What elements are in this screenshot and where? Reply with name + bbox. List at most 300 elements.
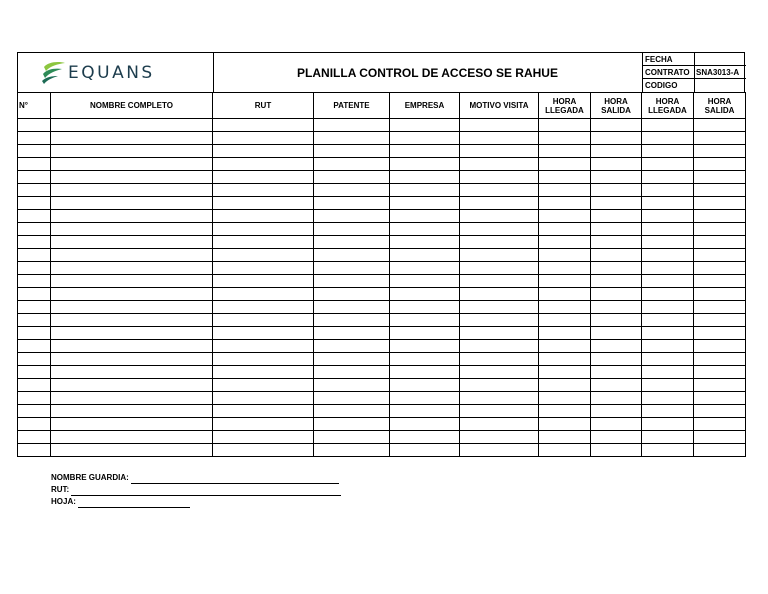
table-cell[interactable] xyxy=(213,275,314,288)
table-cell[interactable] xyxy=(390,236,460,249)
table-cell[interactable] xyxy=(460,392,539,405)
table-cell[interactable] xyxy=(51,327,213,340)
table-cell[interactable] xyxy=(213,314,314,327)
table-cell[interactable] xyxy=(694,197,746,210)
table-cell[interactable] xyxy=(51,119,213,132)
table-cell[interactable] xyxy=(591,314,642,327)
table-cell[interactable] xyxy=(18,314,51,327)
table-cell[interactable] xyxy=(539,275,591,288)
table-cell[interactable] xyxy=(460,223,539,236)
table-cell[interactable] xyxy=(591,210,642,223)
table-cell[interactable] xyxy=(51,301,213,314)
table-cell[interactable] xyxy=(591,405,642,418)
table-row xyxy=(18,327,746,340)
table-cell[interactable] xyxy=(213,301,314,314)
table-cell[interactable] xyxy=(460,236,539,249)
table-cell[interactable] xyxy=(213,197,314,210)
table-body xyxy=(18,119,746,457)
table-cell[interactable] xyxy=(460,119,539,132)
table-row xyxy=(18,288,746,301)
table-cell[interactable] xyxy=(591,392,642,405)
table-cell[interactable] xyxy=(314,366,390,379)
table-cell[interactable] xyxy=(314,314,390,327)
rut-line xyxy=(51,484,341,496)
table-cell[interactable] xyxy=(642,405,694,418)
table-cell[interactable] xyxy=(591,132,642,145)
table-cell[interactable] xyxy=(460,275,539,288)
table-cell[interactable] xyxy=(314,405,390,418)
table-cell[interactable] xyxy=(460,145,539,158)
table-cell[interactable] xyxy=(18,327,51,340)
table-cell[interactable] xyxy=(591,262,642,275)
table-cell[interactable] xyxy=(539,418,591,431)
table-cell[interactable] xyxy=(694,288,746,301)
table-cell[interactable] xyxy=(390,327,460,340)
table-cell[interactable] xyxy=(390,431,460,444)
table-cell[interactable] xyxy=(18,262,51,275)
page-field[interactable] xyxy=(78,498,190,508)
table-cell[interactable] xyxy=(314,418,390,431)
table-cell[interactable] xyxy=(642,184,694,197)
table-cell[interactable] xyxy=(51,314,213,327)
table-cell[interactable] xyxy=(460,249,539,262)
table-cell[interactable] xyxy=(539,132,591,145)
table-cell[interactable] xyxy=(539,249,591,262)
table-cell[interactable] xyxy=(539,340,591,353)
col-header-hora-llegada-2: HORA LLEGADA xyxy=(642,93,694,119)
table-cell[interactable] xyxy=(18,444,51,457)
table-cell[interactable] xyxy=(314,171,390,184)
table-cell[interactable] xyxy=(642,379,694,392)
table-cell[interactable] xyxy=(213,431,314,444)
table-cell[interactable] xyxy=(591,366,642,379)
table-cell[interactable] xyxy=(642,392,694,405)
table-cell[interactable] xyxy=(18,223,51,236)
table-cell[interactable] xyxy=(460,184,539,197)
table-cell[interactable] xyxy=(539,353,591,366)
table-cell[interactable] xyxy=(314,288,390,301)
table-cell[interactable] xyxy=(18,197,51,210)
table-cell[interactable] xyxy=(694,184,746,197)
table-cell[interactable] xyxy=(51,249,213,262)
table-cell[interactable] xyxy=(539,184,591,197)
table-cell[interactable] xyxy=(213,171,314,184)
meta-contrato-label: CONTRATO xyxy=(645,68,690,77)
table-cell[interactable] xyxy=(694,431,746,444)
guard-name-field[interactable] xyxy=(131,474,339,484)
table-cell[interactable] xyxy=(314,275,390,288)
table-cell[interactable] xyxy=(51,132,213,145)
table-cell[interactable] xyxy=(51,405,213,418)
col-header-empresa: EMPRESA xyxy=(390,93,460,119)
table-cell[interactable] xyxy=(390,119,460,132)
page-title: PLANILLA CONTROL DE ACCESO SE RAHUE xyxy=(297,65,558,80)
table-cell[interactable] xyxy=(390,132,460,145)
table-cell[interactable] xyxy=(390,171,460,184)
table-cell[interactable] xyxy=(390,210,460,223)
table-cell[interactable] xyxy=(18,275,51,288)
table-cell[interactable] xyxy=(694,392,746,405)
table-cell[interactable] xyxy=(694,444,746,457)
table-cell[interactable] xyxy=(390,184,460,197)
table-cell[interactable] xyxy=(51,366,213,379)
table-cell[interactable] xyxy=(539,262,591,275)
table-cell[interactable] xyxy=(591,379,642,392)
table-row xyxy=(18,314,746,327)
table-cell[interactable] xyxy=(18,171,51,184)
table-cell[interactable] xyxy=(314,379,390,392)
table-cell[interactable] xyxy=(694,119,746,132)
table-cell[interactable] xyxy=(213,379,314,392)
table-cell[interactable] xyxy=(18,392,51,405)
table-cell[interactable] xyxy=(460,288,539,301)
table-row xyxy=(18,132,746,145)
table-cell[interactable] xyxy=(18,379,51,392)
table-cell[interactable] xyxy=(390,366,460,379)
table-cell[interactable] xyxy=(213,288,314,301)
table-cell[interactable] xyxy=(213,210,314,223)
table-cell[interactable] xyxy=(539,197,591,210)
table-cell[interactable] xyxy=(642,210,694,223)
table-cell[interactable] xyxy=(51,379,213,392)
table-cell[interactable] xyxy=(390,262,460,275)
table-cell[interactable] xyxy=(18,158,51,171)
table-cell[interactable] xyxy=(642,366,694,379)
table-cell[interactable] xyxy=(314,444,390,457)
table-cell[interactable] xyxy=(591,353,642,366)
table-cell[interactable] xyxy=(694,353,746,366)
table-cell[interactable] xyxy=(213,262,314,275)
table-cell[interactable] xyxy=(213,444,314,457)
table-cell[interactable] xyxy=(460,431,539,444)
signature-footer xyxy=(51,472,341,508)
table-cell[interactable] xyxy=(694,366,746,379)
table-cell[interactable] xyxy=(51,236,213,249)
table-cell[interactable] xyxy=(591,327,642,340)
table-cell[interactable] xyxy=(539,223,591,236)
table-cell[interactable] xyxy=(18,288,51,301)
table-cell[interactable] xyxy=(694,418,746,431)
table-cell[interactable] xyxy=(642,275,694,288)
table-cell[interactable] xyxy=(390,275,460,288)
table-row xyxy=(18,392,746,405)
table-row xyxy=(18,249,746,262)
table-cell[interactable] xyxy=(213,184,314,197)
table-cell[interactable] xyxy=(18,236,51,249)
table-cell[interactable] xyxy=(213,418,314,431)
table-cell[interactable] xyxy=(314,249,390,262)
table-cell[interactable] xyxy=(591,288,642,301)
table-cell[interactable] xyxy=(591,418,642,431)
table-cell[interactable] xyxy=(694,236,746,249)
table-cell[interactable] xyxy=(213,366,314,379)
table-cell[interactable] xyxy=(539,301,591,314)
table-row xyxy=(18,418,746,431)
table-cell[interactable] xyxy=(539,288,591,301)
table-cell[interactable] xyxy=(390,340,460,353)
table-cell[interactable] xyxy=(539,379,591,392)
table-cell[interactable] xyxy=(314,262,390,275)
table-cell[interactable] xyxy=(390,301,460,314)
table-cell[interactable] xyxy=(694,379,746,392)
table-cell[interactable] xyxy=(591,249,642,262)
table-cell[interactable] xyxy=(591,275,642,288)
table-cell[interactable] xyxy=(314,145,390,158)
table-row xyxy=(18,184,746,197)
table-cell[interactable] xyxy=(213,236,314,249)
table-cell[interactable] xyxy=(213,119,314,132)
table-cell[interactable] xyxy=(642,353,694,366)
table-cell[interactable] xyxy=(460,353,539,366)
table-cell[interactable] xyxy=(642,223,694,236)
rut-field[interactable] xyxy=(71,486,341,496)
table-cell[interactable] xyxy=(591,119,642,132)
table-cell[interactable] xyxy=(694,405,746,418)
access-control-sheet xyxy=(17,52,745,457)
table-cell[interactable] xyxy=(694,158,746,171)
table-cell[interactable] xyxy=(694,327,746,340)
table-cell[interactable] xyxy=(51,197,213,210)
table-cell[interactable] xyxy=(18,353,51,366)
table-row xyxy=(18,405,746,418)
table-cell[interactable] xyxy=(390,197,460,210)
table-cell[interactable] xyxy=(51,262,213,275)
table-cell[interactable] xyxy=(591,197,642,210)
table-cell[interactable] xyxy=(390,392,460,405)
table-cell[interactable] xyxy=(460,314,539,327)
table-cell[interactable] xyxy=(539,210,591,223)
table-cell[interactable] xyxy=(51,145,213,158)
table-cell[interactable] xyxy=(539,314,591,327)
table-cell[interactable] xyxy=(314,340,390,353)
table-cell[interactable] xyxy=(694,275,746,288)
table-cell[interactable] xyxy=(591,158,642,171)
table-cell[interactable] xyxy=(591,301,642,314)
table-cell[interactable] xyxy=(460,132,539,145)
table-cell[interactable] xyxy=(694,223,746,236)
guard-name-label: NOMBRE GUARDIA: xyxy=(51,473,129,482)
table-cell[interactable] xyxy=(694,262,746,275)
table-cell[interactable] xyxy=(539,171,591,184)
table-cell[interactable] xyxy=(539,366,591,379)
table-cell[interactable] xyxy=(460,301,539,314)
table-cell[interactable] xyxy=(460,210,539,223)
table-cell[interactable] xyxy=(642,132,694,145)
table-cell[interactable] xyxy=(18,431,51,444)
table-cell[interactable] xyxy=(314,210,390,223)
table-cell[interactable] xyxy=(390,405,460,418)
col-header-number: N° xyxy=(18,93,51,119)
table-cell[interactable] xyxy=(51,288,213,301)
table-cell[interactable] xyxy=(642,158,694,171)
table-cell[interactable] xyxy=(460,418,539,431)
table-row xyxy=(18,171,746,184)
table-cell[interactable] xyxy=(642,197,694,210)
table-cell[interactable] xyxy=(51,353,213,366)
table-cell[interactable] xyxy=(642,236,694,249)
table-cell[interactable] xyxy=(539,158,591,171)
table-cell[interactable] xyxy=(642,444,694,457)
table-cell[interactable] xyxy=(591,444,642,457)
table-cell[interactable] xyxy=(51,340,213,353)
table-cell[interactable] xyxy=(694,340,746,353)
table-cell[interactable] xyxy=(18,145,51,158)
table-cell[interactable] xyxy=(18,418,51,431)
table-cell[interactable] xyxy=(314,197,390,210)
table-cell[interactable] xyxy=(314,184,390,197)
table-cell[interactable] xyxy=(213,392,314,405)
table-cell[interactable] xyxy=(642,340,694,353)
table-cell[interactable] xyxy=(539,327,591,340)
table-cell[interactable] xyxy=(642,262,694,275)
table-cell[interactable] xyxy=(51,223,213,236)
table-cell[interactable] xyxy=(460,340,539,353)
table-cell[interactable] xyxy=(642,119,694,132)
table-cell[interactable] xyxy=(390,145,460,158)
table-row xyxy=(18,223,746,236)
table-cell[interactable] xyxy=(18,340,51,353)
table-cell[interactable] xyxy=(51,418,213,431)
table-cell[interactable] xyxy=(213,145,314,158)
table-cell[interactable] xyxy=(460,444,539,457)
table-cell[interactable] xyxy=(314,392,390,405)
table-cell[interactable] xyxy=(460,262,539,275)
table-cell[interactable] xyxy=(539,236,591,249)
table-cell[interactable] xyxy=(51,431,213,444)
table-cell[interactable] xyxy=(390,444,460,457)
table-cell[interactable] xyxy=(314,236,390,249)
table-cell[interactable] xyxy=(314,353,390,366)
table-cell[interactable] xyxy=(591,171,642,184)
table-cell[interactable] xyxy=(18,210,51,223)
table-cell[interactable] xyxy=(213,327,314,340)
table-cell[interactable] xyxy=(51,210,213,223)
table-cell[interactable] xyxy=(539,405,591,418)
table-cell[interactable] xyxy=(539,444,591,457)
table-cell[interactable] xyxy=(18,366,51,379)
table-cell[interactable] xyxy=(642,431,694,444)
table-cell[interactable] xyxy=(314,327,390,340)
meta-contrato-value: SNA3013-A xyxy=(696,68,740,77)
table-cell[interactable] xyxy=(591,340,642,353)
table-cell[interactable] xyxy=(539,392,591,405)
table-cell[interactable] xyxy=(591,223,642,236)
table-cell[interactable] xyxy=(642,301,694,314)
table-cell[interactable] xyxy=(213,158,314,171)
table-cell[interactable] xyxy=(460,171,539,184)
table-cell[interactable] xyxy=(642,171,694,184)
table-cell[interactable] xyxy=(314,301,390,314)
table-cell[interactable] xyxy=(539,145,591,158)
table-cell[interactable] xyxy=(642,314,694,327)
table-cell[interactable] xyxy=(213,249,314,262)
table-cell[interactable] xyxy=(460,379,539,392)
table-cell[interactable] xyxy=(51,392,213,405)
table-cell[interactable] xyxy=(51,184,213,197)
table-cell[interactable] xyxy=(51,158,213,171)
table-row xyxy=(18,275,746,288)
meta-fecha xyxy=(643,53,746,66)
table-cell[interactable] xyxy=(314,158,390,171)
table-cell[interactable] xyxy=(390,249,460,262)
table-cell[interactable] xyxy=(51,275,213,288)
table-row xyxy=(18,158,746,171)
logo-text: EQUANS xyxy=(68,63,155,83)
table-cell[interactable] xyxy=(213,223,314,236)
col-header-hora-salida-1: HORA SALIDA xyxy=(591,93,642,119)
table-cell[interactable] xyxy=(694,132,746,145)
table-cell[interactable] xyxy=(18,405,51,418)
table-cell[interactable] xyxy=(213,405,314,418)
table-row xyxy=(18,262,746,275)
table-cell[interactable] xyxy=(314,132,390,145)
col-header-rut: RUT xyxy=(213,93,314,119)
table-cell[interactable] xyxy=(213,353,314,366)
table-cell[interactable] xyxy=(694,171,746,184)
table-cell[interactable] xyxy=(18,184,51,197)
table-cell[interactable] xyxy=(390,379,460,392)
table-cell[interactable] xyxy=(694,249,746,262)
table-cell[interactable] xyxy=(694,301,746,314)
table-cell[interactable] xyxy=(460,158,539,171)
table-cell[interactable] xyxy=(18,301,51,314)
table-cell[interactable] xyxy=(51,444,213,457)
table-cell[interactable] xyxy=(642,249,694,262)
table-cell[interactable] xyxy=(390,418,460,431)
table-cell[interactable] xyxy=(18,249,51,262)
table-cell[interactable] xyxy=(460,327,539,340)
table-cell[interactable] xyxy=(213,340,314,353)
table-cell[interactable] xyxy=(539,431,591,444)
table-cell[interactable] xyxy=(390,158,460,171)
table-cell[interactable] xyxy=(390,353,460,366)
table-cell[interactable] xyxy=(694,145,746,158)
table-cell[interactable] xyxy=(591,431,642,444)
table-cell[interactable] xyxy=(539,119,591,132)
logo-cell xyxy=(18,53,214,92)
table-cell[interactable] xyxy=(213,132,314,145)
table-cell[interactable] xyxy=(18,132,51,145)
table-cell[interactable] xyxy=(314,119,390,132)
table-cell[interactable] xyxy=(460,405,539,418)
table-cell[interactable] xyxy=(694,210,746,223)
table-cell[interactable] xyxy=(460,366,539,379)
table-cell[interactable] xyxy=(390,223,460,236)
table-cell[interactable] xyxy=(642,288,694,301)
table-cell[interactable] xyxy=(390,314,460,327)
table-row xyxy=(18,431,746,444)
table-cell[interactable] xyxy=(460,197,539,210)
table-cell[interactable] xyxy=(591,184,642,197)
table-cell[interactable] xyxy=(51,171,213,184)
table-row xyxy=(18,145,746,158)
meta-codigo-label: CODIGO xyxy=(645,81,678,90)
page-line xyxy=(51,496,341,508)
table-row xyxy=(18,197,746,210)
table-cell[interactable] xyxy=(314,431,390,444)
table-cell[interactable] xyxy=(390,288,460,301)
table-cell[interactable] xyxy=(591,236,642,249)
table-cell[interactable] xyxy=(642,327,694,340)
table-cell[interactable] xyxy=(642,418,694,431)
table-cell[interactable] xyxy=(642,145,694,158)
table-cell[interactable] xyxy=(591,145,642,158)
table-cell[interactable] xyxy=(314,223,390,236)
meta-codigo xyxy=(643,79,746,92)
table-cell[interactable] xyxy=(694,314,746,327)
table-cell[interactable] xyxy=(18,119,51,132)
col-header-hora-llegada-1: HORA LLEGADA xyxy=(539,93,591,119)
